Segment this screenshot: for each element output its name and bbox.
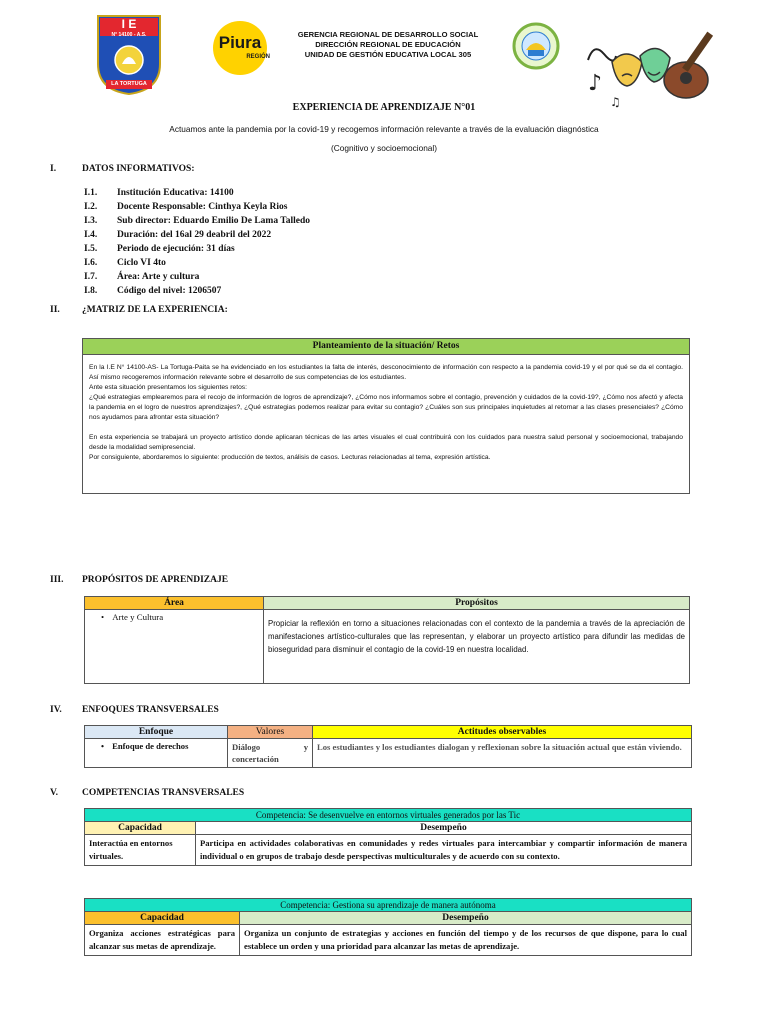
desempeno-cell: Organiza un conjunto de estrategias y acciones en función del tiempo y de los recursos de que dispone, para lo cual establece un orden y una prioridad para alcanzar las metas de aprendizaje.	[240, 925, 692, 956]
actitudes-cell: Los estudiantes y los estudiantes dialogan y reflexionan sobre la situación actual que están viviendo.	[313, 739, 692, 768]
desempeno-cell: Participa en actividades colaborativas en comunidades y redes virtuales para intercambiar y compartir información de manera individual o en grupos de trabajo desde perspectivas multiculturales y de acuerdo con su contexto.	[196, 835, 692, 866]
list-item: I.1. Institución Educativa: 14100	[84, 188, 234, 198]
section-number: I.	[50, 164, 57, 174]
section-label: ¿MATRIZ DE LA EXPERIENCIA:	[82, 305, 228, 315]
competency-1-table	[84, 808, 692, 866]
section-number: V.	[50, 788, 59, 798]
list-item: I.7. Área: Arte y cultura	[84, 272, 200, 282]
school-logo-text-num: N° 14100 - A.S.	[111, 32, 147, 38]
school-logo-text-bottom: LA TORTUGA	[111, 81, 147, 87]
situation-paragraph: En la I.E N° 14100-AS- La Tortuga-Paita se ha evidenciado en los estudiantes la falta de interés, desconocimiento de información con respecto a la pandemia covid-19 y el por qué se da el contagio. Así mismo recogeremos información relevante sobre el desarrollo de sus competencias de los estudiantes.	[89, 364, 683, 381]
section-number: III.	[50, 575, 64, 585]
header-cell-actitudes: Actitudes observables	[313, 726, 692, 739]
situation-body	[83, 355, 689, 463]
competency-2-table	[84, 898, 692, 956]
enfoque-cell: • Enfoque de derechos	[85, 739, 228, 768]
valores-cell: Diálogo y concertación	[228, 739, 313, 768]
svg-text:♫: ♫	[610, 95, 621, 109]
approaches-table	[84, 725, 692, 768]
section-number: IV.	[50, 705, 62, 715]
section-3-heading	[50, 575, 450, 589]
section-label: DATOS INFORMATIVOS:	[82, 164, 195, 174]
capacidad-cell: Organiza acciones estratégicas para alcanzar sus metas de aprendizaje.	[85, 925, 240, 956]
competency-title: Competencia: Gestiona su aprendizaje de manera autónoma	[85, 899, 692, 912]
capacidad-cell: Interactúa en entornos virtuales.	[85, 835, 196, 866]
section-number: II.	[50, 305, 60, 315]
list-item: I.2. Docente Responsable: Cinthya Keyla Rios	[84, 202, 288, 212]
situation-paragraph: En esta experiencia se trabajará un proyecto artístico donde aplicaran técnicas de las artes visuales el cual contribuirá con los cuidados para nuestra salud personal y socioemocional, trabajando desde la modalidad semipresencial.	[89, 434, 683, 451]
header-line-2: DIRECCIÓN REGIONAL DE EDUCACIÓN	[315, 40, 461, 49]
page-subtitle: Actuamos ante la pandemia por la covid-19 y recogemos información relevante a través de la evaluación diagnóstica	[169, 124, 599, 134]
section-2-heading	[50, 305, 450, 319]
header-cell-desempeno: Desempeño	[240, 912, 692, 925]
section-1-heading	[50, 164, 450, 178]
section-5-heading	[50, 788, 450, 802]
page-subtitle-2: (Cognitivo y socioemocional)	[330, 143, 438, 153]
competency-title: Competencia: Se desenvuelve en entornos virtuales generados por las Tic	[85, 809, 692, 822]
piura-logo-text: Piura	[218, 33, 262, 52]
header-cell-enfoque: Enfoque	[85, 726, 228, 739]
header-cell-desempeno: Desempeño	[196, 822, 692, 835]
header-line-1: GERENCIA REGIONAL DE DESARROLLO SOCIAL	[297, 30, 479, 39]
situation-box	[82, 338, 690, 494]
section-4-heading	[50, 705, 450, 719]
situation-header: Planteamiento de la situación/ Retos	[83, 339, 689, 355]
list-item: I.4. Duración: del 16al 29 deabril del 2022	[84, 230, 272, 240]
situation-paragraph: Ante esta situación presentamos los siguientes retos:	[89, 384, 247, 391]
header-line-3: UNIDAD DE GESTIÓN EDUCATIVA LOCAL 305	[304, 50, 472, 59]
purposes-cell: Propiciar la reflexión en torno a situaciones relacionadas con el contexto de la pandemia a través de la apreciación de manifestaciones artístico-culturales que las representan, y elaborar un proyecto artístico para difundir las medidas de bioseguridad para disminuir el contagio de la covid-19 en nuestra localidad.	[264, 610, 690, 684]
situation-paragraph: ¿Qué estrategias emplearemos para el recojo de información de logros de aprendizaje?, ¿Cómo nos informamos sobre el contagio, prevención y cuidados de la covid-19?, ¿Cómo nos afectó y afecta la pandemia en el logro de nuestros aprendizajes?, ¿Qué estrategias podemos realizar para evitar su contagio? ¿Cuáles son sus principales inquietudes al retornar a las clases presenciales? ¿Cómo nos ayudamos para afrontar esta situación?	[89, 394, 683, 421]
list-item: I.5. Periodo de ejecución: 31 días	[84, 244, 235, 254]
area-value: Arte y Cultura	[112, 612, 164, 622]
header-cell-capacidad: Capacidad	[85, 912, 240, 925]
arts-illustration	[582, 20, 730, 110]
page-title: EXPERIENCIA DE APRENDIZAJE N°01	[292, 102, 476, 113]
area-cell: • Arte y Cultura	[85, 610, 264, 684]
situation-paragraph: Por consiguiente, abordaremos lo siguiente: producción de textos, análisis de casos. Lecturas relacionadas al tema, expresión artística.	[89, 454, 491, 461]
ugel-seal-logo	[512, 22, 560, 70]
header-cell-valores: Valores	[228, 726, 313, 739]
list-item: I.3. Sub director: Eduardo Emilio De Lama Talledo	[84, 216, 311, 226]
section-label: COMPETENCIAS TRANSVERSALES	[82, 788, 245, 798]
section-label: PROPÓSITOS DE APRENDIZAJE	[82, 575, 229, 585]
piura-logo-sub: REGIÓN	[246, 54, 270, 60]
svg-text:♪: ♪	[588, 71, 603, 96]
institution-header	[268, 30, 508, 60]
header-cell-capacidad: Capacidad	[85, 822, 196, 835]
header-cell-purposes: Propósitos	[264, 597, 690, 610]
list-item: I.6. Ciclo VI 4to	[84, 258, 166, 268]
section-label: ENFOQUES TRANSVERSALES	[82, 705, 219, 715]
list-item: I.8. Código del nivel: 1206507	[84, 286, 222, 296]
purposes-table	[84, 596, 690, 684]
school-logo-text-top: I E	[121, 17, 137, 31]
header-cell-area: Área	[85, 597, 264, 610]
